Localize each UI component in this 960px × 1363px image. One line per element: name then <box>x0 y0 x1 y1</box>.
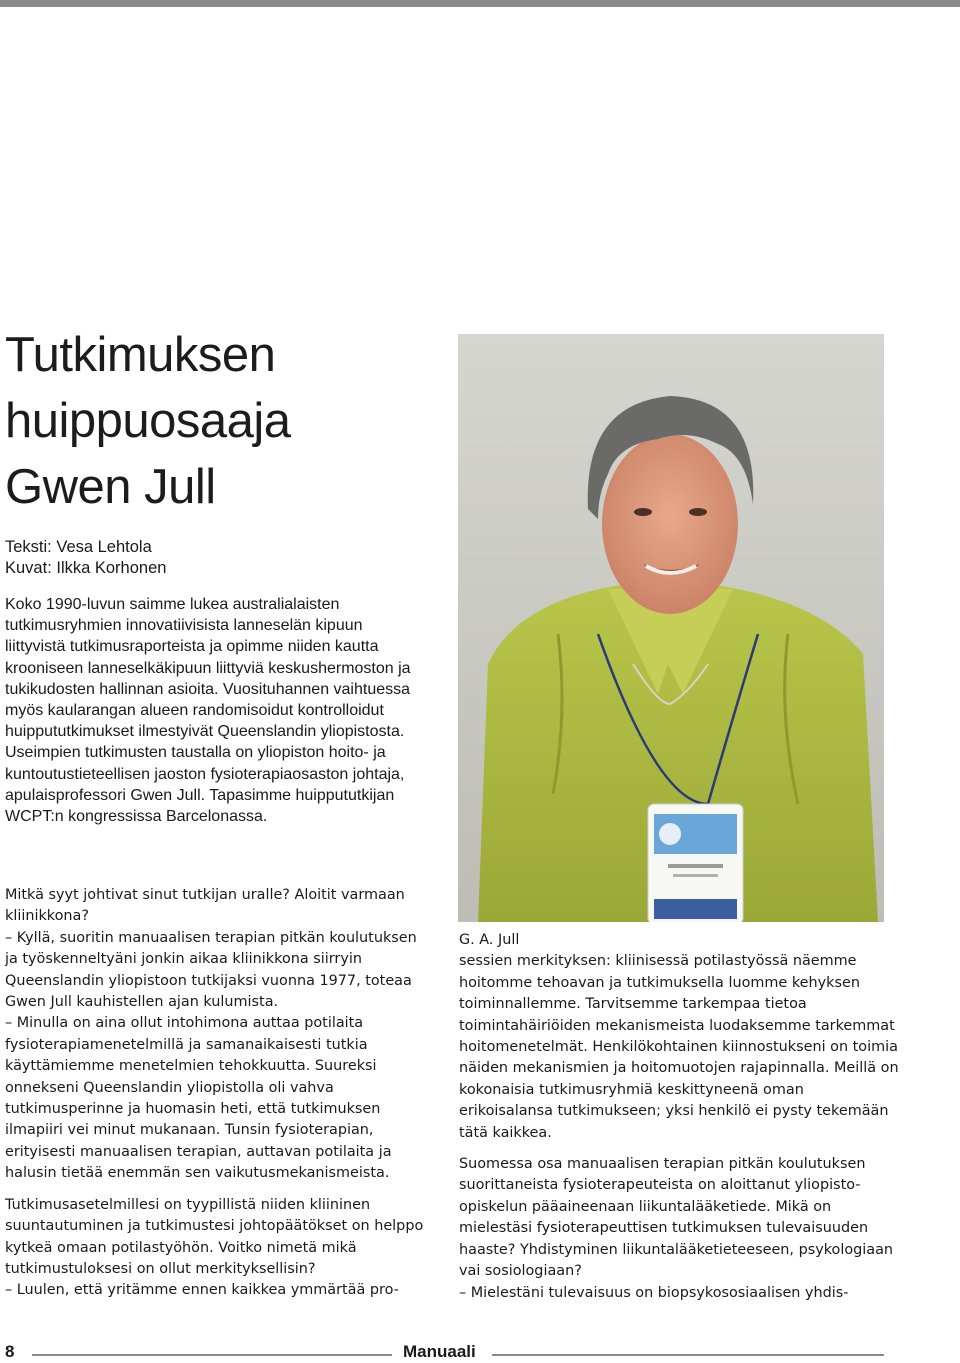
photo-caption: G. A. Jull <box>459 932 520 948</box>
footer-rule-left <box>32 1354 392 1356</box>
body-column-left <box>5 885 433 1302</box>
title-line-2: huippuosaaja <box>5 394 291 448</box>
lead-paragraph: Koko 1990-luvun saimme lukea australialaisten tutkimusryhmien innovatiivisista lanneselän kipuun liittyvistä tutkimusraporteista ja opimme niiden kautta krooniseen lanneselkäkipuun liittyviä keskushermoston ja tukikudosten hallinnan asioita. Vuosituhannen vaihtuessa myös kaularangan alueen randomisoidut kontrolloidut huippututkimukset ilmestyivät Queenslandin yliopistosta. Useimpien tutkimusten taustalla on yliopiston hoito- ja kuntoutustieteellisen jaoston fysioterapiaosaston johtaja, apulaisprofessori Gwen Jull. Tapasimme huippututkijan WCPT:n kongressissa Barcelonassa. <box>5 596 411 826</box>
answer-2-continued: sessien merkityksen: kliinisessä potilastyössä näemme hoitomme tehoavan ja tutkimuksella luomme kehyksen toiminnallemme. Tarvitsemme tarkempaa tietoa toimintahäiriöiden mekanismeista luodaksemme tarkemmat hoitomenetelmät. Henkilökohtainen kiinnostukseni on toimia näiden mekanismien ja hoitomuotojen rajapinnalla. Meillä on kokonaisia tutkimusryhmiä keskittyneenä oman erikoisalansa tutkimukseen; yksi henkilö ei pysty tekemään tätä kaikkea. <box>459 953 899 1141</box>
magazine-name: Manuaali <box>403 1342 476 1361</box>
question-1: Mitkä syyt johtivat sinut tutkijan uralle? Aloitit varmaan kliinikkona? <box>5 887 405 925</box>
question-2: Tutkimusasetelmillesi on tyypillistä niiden kliininen suuntautuminen ja tutkimustesi johtopäätökset on helppo kytkeä omaan potilastyöhön. Voitko nimetä mikä tutkimustuloksesi on ollut merkityksellisin? <box>5 1196 424 1277</box>
question-3: Suomessa osa manuaalisen terapian pitkän koulutuksen suorittaneista fysioterapeuteista on aloittanut yliopisto-opiskelun pääaineenaan liikuntalääketiede. Mikä on mielestäsi fysioterapeuttisen tutkimuksen tulevaisuuden haaste? Yhdistyminen liikuntalääketieteeseen, psykologiaan vai sosiologiaan? <box>459 1156 894 1280</box>
photo-credit: Kuvat: Ilkka Korhonen <box>5 559 167 577</box>
answer-1b: – Minulla on aina ollut intohimona auttaa potilaita fysioterapiamenetelmillä ja samanaikaisesti tutkia käyttämiemme menetelmien tehokkuutta. Suureksi onnekseni Queenslandin yliopistolla oli vahva tutkimusperinne ja huomasin heti, että tutkimuksen ilmapiiri vei minut mukanaan. Tunsin fysioterapian, erityisesti manuaalisen terapian, auttavan potilaita ja halusin tietää enemmän sen vaikutusmekanismeista. <box>5 1015 392 1182</box>
footer-rule-right <box>492 1354 884 1356</box>
article-title <box>5 322 291 520</box>
portrait-photo <box>458 334 884 922</box>
answer-1a: – Kyllä, suoritin manuaalisen terapian pitkän koulutuksen ja työskenneltyäni jonkin aikaa kliinikkona siirryin Queenslandin yliopistoon tutkijaksi vuonna 1977, toteaa Gwen Jull kauhistellen ajan kulumista. <box>5 929 417 1011</box>
body-column-right <box>459 930 899 1304</box>
top-rule <box>0 0 960 7</box>
answer-2-start: – Luulen, että yritämme ennen kaikkea ymmärtää pro- <box>5 1282 399 1299</box>
answer-3-start: – Mielestäni tulevaisuus on biopsykososiaalisen yhdis- <box>459 1284 849 1301</box>
text-credit: Teksti: Vesa Lehtola <box>5 538 152 556</box>
title-line-3: Gwen Jull <box>5 460 216 514</box>
byline <box>5 537 166 579</box>
page-number: 8 <box>5 1342 15 1361</box>
title-line-1: Tutkimuksen <box>5 328 276 382</box>
